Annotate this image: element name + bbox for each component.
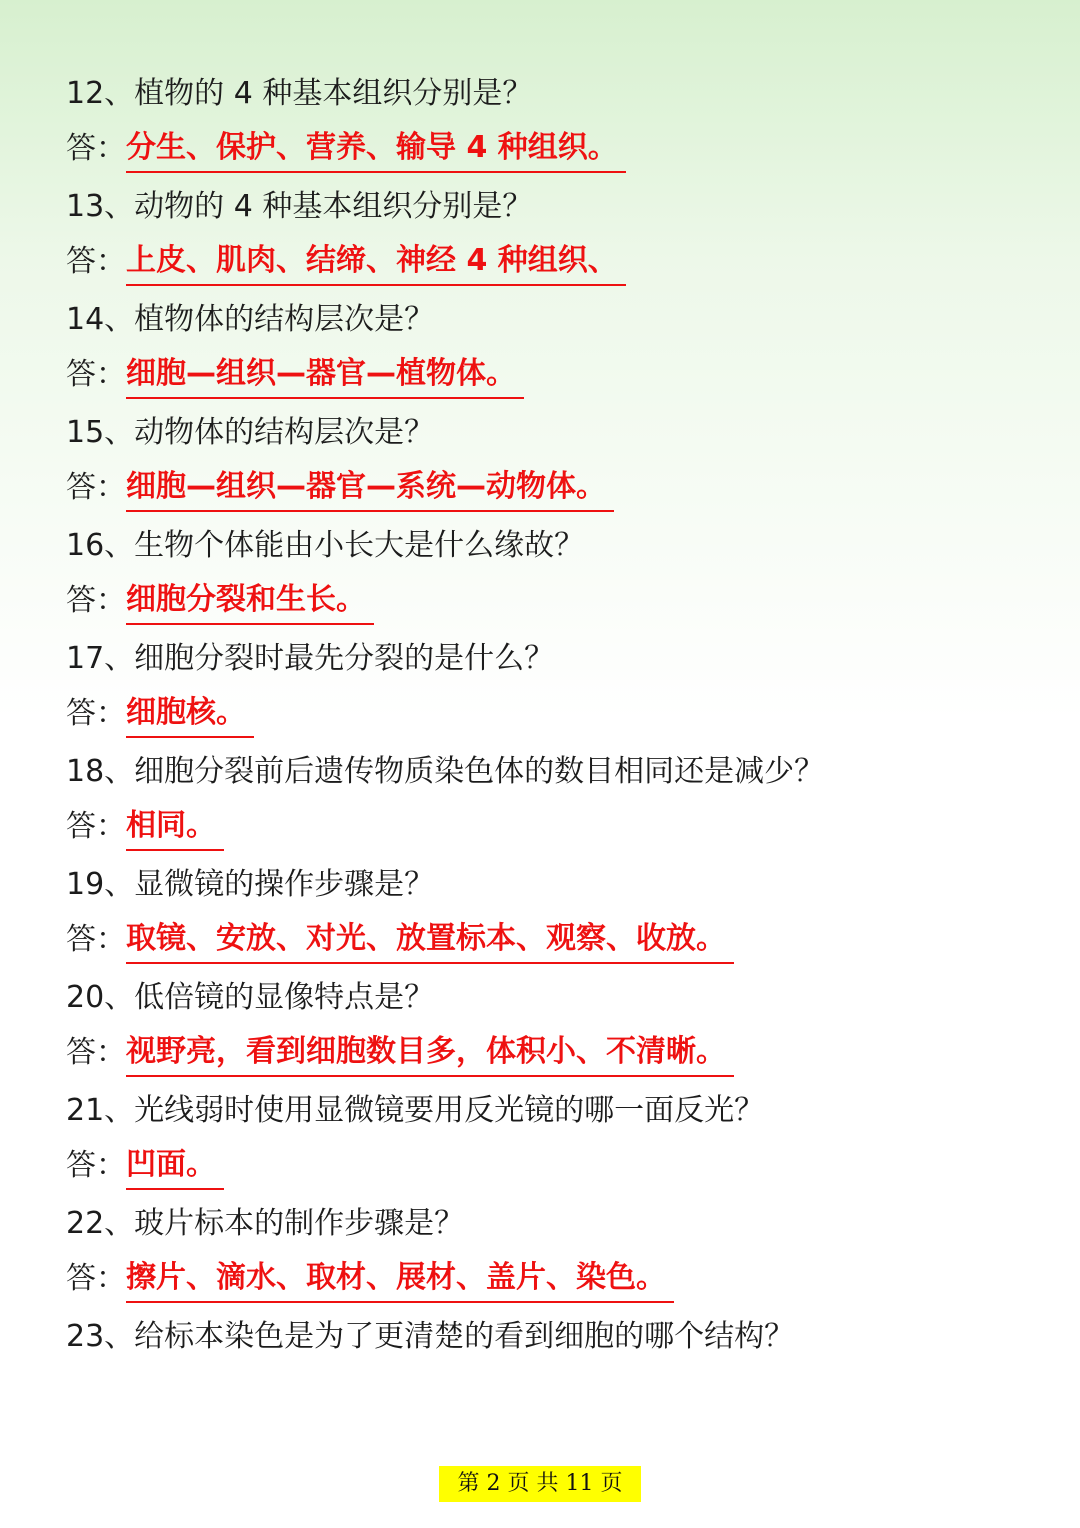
answer-line — [66, 238, 626, 286]
answer-text: 上皮、肌肉、结缔、神经 4 种组织、 — [126, 238, 626, 286]
question-line — [66, 974, 434, 1022]
answer-text: 细胞—组织—器官—植物体。 — [126, 351, 524, 399]
question-text: 13、动物的 4 种基本组织分别是？ — [66, 189, 533, 224]
question-text: 16、生物个体能由小长大是什么缘故？ — [66, 528, 585, 563]
answer-text: 取镜、安放、对光、放置标本、观察、收放。 — [126, 916, 734, 964]
question-text: 12、植物的 4 种基本组织分别是？ — [66, 76, 533, 111]
question-line — [66, 635, 554, 683]
answer-prefix: 答： — [66, 357, 126, 392]
question-text: 15、动物体的结构层次是？ — [66, 415, 435, 450]
answer-text: 分生、保护、营养、输导 4 种组织。 — [126, 125, 626, 173]
question-text: 18、细胞分裂前后遗传物质染色体的数目相同还是减少？ — [66, 754, 825, 789]
question-text: 17、细胞分裂时最先分裂的是什么？ — [66, 641, 555, 676]
question-text: 21、光线弱时使用显微镜要用反光镜的哪一面反光？ — [66, 1093, 765, 1128]
answer-text: 相同。 — [126, 803, 224, 851]
answer-prefix: 答： — [66, 696, 126, 731]
answer-prefix: 答： — [66, 244, 126, 279]
question-text: 23、给标本染色是为了更清楚的看到细胞的哪个结构？ — [66, 1319, 795, 1354]
answer-line — [66, 1029, 734, 1077]
answer-text: 细胞分裂和生长。 — [126, 577, 374, 625]
answer-prefix: 答： — [66, 1148, 126, 1183]
answer-line — [66, 464, 614, 512]
answer-text: 凹面。 — [126, 1142, 224, 1190]
question-line — [66, 409, 434, 457]
question-line — [66, 1200, 464, 1248]
page-number: 第 2 页 共 11 页 — [439, 1466, 641, 1502]
answer-prefix: 答： — [66, 1035, 126, 1070]
question-text: 14、植物体的结构层次是？ — [66, 302, 435, 337]
answer-prefix: 答： — [66, 470, 126, 505]
answer-text: 擦片、滴水、取材、展材、盖片、染色。 — [126, 1255, 674, 1303]
answer-line — [66, 351, 524, 399]
question-text: 22、玻片标本的制作步骤是？ — [66, 1206, 465, 1241]
question-line — [66, 1313, 794, 1361]
answer-line — [66, 125, 626, 173]
answer-line — [66, 690, 254, 738]
question-line — [66, 70, 532, 118]
answer-line — [66, 916, 734, 964]
question-text: 20、低倍镜的显像特点是？ — [66, 980, 435, 1015]
answer-line — [66, 1142, 224, 1190]
question-line — [66, 861, 434, 909]
answer-prefix: 答： — [66, 583, 126, 618]
question-line — [66, 1087, 764, 1135]
answer-text: 细胞—组织—器官—系统—动物体。 — [126, 464, 614, 512]
answer-text: 视野亮，看到细胞数目多，体积小、不清晰。 — [126, 1029, 734, 1077]
answer-line — [66, 1255, 674, 1303]
question-line — [66, 522, 584, 570]
question-line — [66, 748, 824, 796]
answer-line — [66, 577, 374, 625]
answer-prefix: 答： — [66, 131, 126, 166]
answer-prefix: 答： — [66, 809, 126, 844]
answer-line — [66, 803, 224, 851]
question-text: 19、显微镜的操作步骤是？ — [66, 867, 435, 902]
answer-prefix: 答： — [66, 1261, 126, 1296]
answer-prefix: 答： — [66, 922, 126, 957]
question-line — [66, 183, 532, 231]
answer-text: 细胞核。 — [126, 690, 254, 738]
question-line — [66, 296, 434, 344]
